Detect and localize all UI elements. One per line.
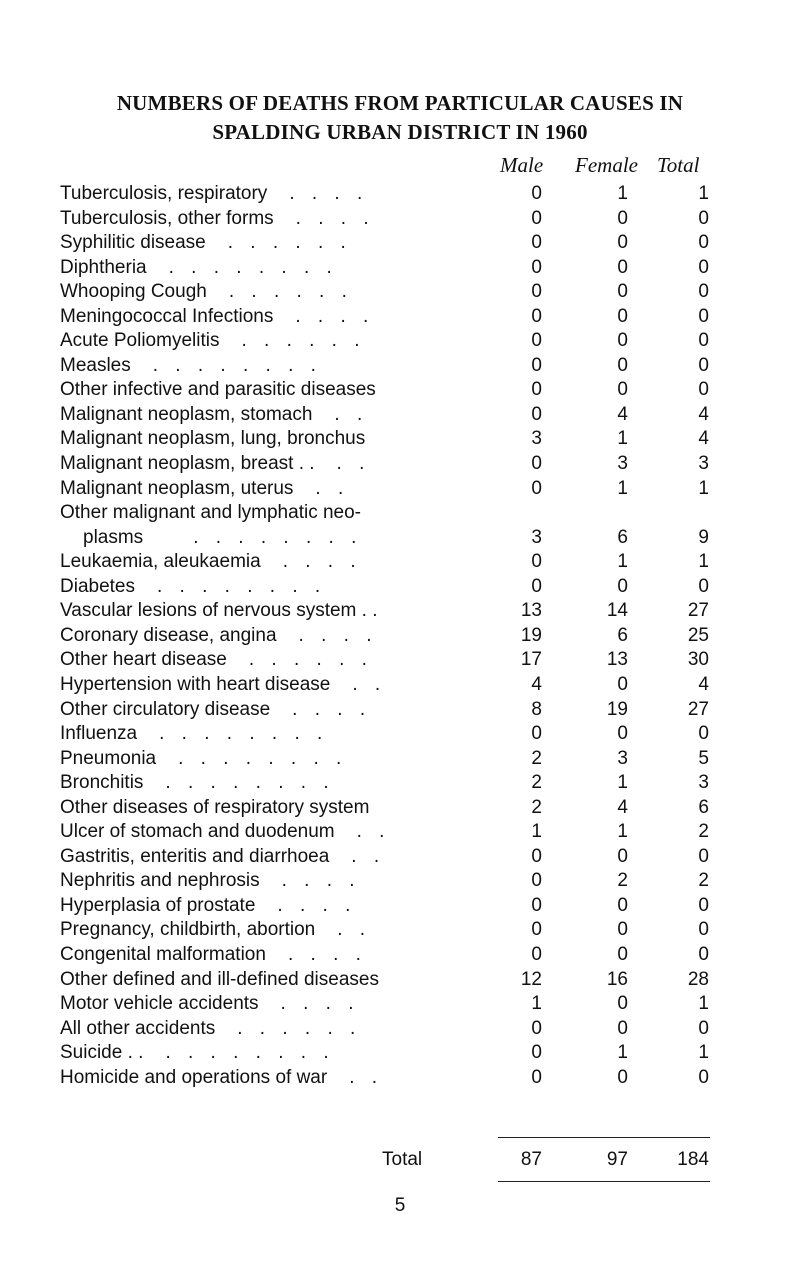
cause-label-text: Ulcer of stomach and duodenum [60,821,335,843]
cause-label-text: Gastritis, enteritis and diarrhoea [60,845,330,867]
cause-label-text: Measles [60,354,131,376]
cause-label [60,1017,480,1042]
count-total: 3 [698,772,709,794]
count-female: 0 [617,281,628,303]
table-row [0,256,800,281]
cause-label-text: Tuberculosis, respiratory [60,183,268,204]
cause-label [60,820,480,845]
leader-dots: . . . . [281,870,361,892]
cause-label-text: Other heart disease [60,649,227,671]
count-male: 0 [531,943,542,965]
leader-dots: . . . . [282,551,362,573]
column-header-female: Female [575,153,638,177]
cause-label-continuation-text: plasms [83,526,144,548]
count-female: 2 [617,870,628,892]
count-female: 19 [606,698,628,720]
count-female: 6 [617,526,628,548]
count-female: 4 [617,796,628,818]
table-row [0,648,800,673]
count-total: 0 [698,330,709,352]
cause-label-text: Malignant neoplasm, lung, bronchus [60,428,366,450]
count-female: 1 [617,428,628,450]
leader-dots: . . . . . . [228,281,353,303]
table-row [0,599,800,624]
table-row [0,796,800,821]
leader-dots: . . [356,821,391,843]
cause-label-text: Malignant neoplasm, breast . . [60,453,315,475]
count-total: 1 [698,993,709,1015]
count-total: 28 [687,968,709,990]
count-total: 0 [698,354,709,376]
table-row [0,501,800,550]
cause-label-text: Other circulatory disease [60,698,271,720]
count-male: 0 [531,330,542,352]
count-total: 0 [698,894,709,916]
leader-dots: . . [351,845,386,867]
count-male: 2 [531,747,542,769]
table-row [0,624,800,649]
cause-label-text: Motor vehicle accidents [60,993,259,1015]
table-row [0,354,800,379]
column-header-total: Total [657,153,700,177]
table-row [0,427,800,452]
count-male: 0 [531,723,542,745]
cause-label [60,477,480,502]
cause-label-text: Pneumonia [60,747,157,769]
cause-label-text: Coronary disease, angina [60,624,277,646]
cause-label-text: Diphtheria [60,256,147,278]
count-male: 0 [531,354,542,376]
totals-female: 97 [606,1149,628,1170]
table-row [0,477,800,502]
count-total: 0 [698,1017,709,1039]
count-male: 0 [531,919,542,941]
cause-label [60,698,480,723]
leader-dots: . . . . . . [227,232,352,254]
cause-label-text: Malignant neoplasm, uterus [60,477,294,499]
leader-dots: . . . . . . . . [165,772,335,794]
count-total: 0 [698,207,709,229]
leader-dots: . . . . . . . . [157,575,327,597]
leader-dots: . . . . . . . . [152,354,322,376]
cause-label [60,1066,480,1091]
leader-dots: . . . . [298,624,378,646]
table-row [0,992,800,1017]
count-female: 1 [617,477,628,499]
count-male: 17 [520,649,542,671]
count-male: 0 [531,894,542,916]
count-total: 1 [698,477,709,499]
cause-label [60,771,480,796]
leader-dots: . . . . . . . . [168,256,338,278]
cause-label [60,918,480,943]
count-total: 0 [698,256,709,278]
count-male: 0 [531,870,542,892]
table-row [0,943,800,968]
leader-dots: . . . . [287,943,367,965]
count-male: 0 [531,207,542,229]
cause-label-text: Suicide . . [60,1042,144,1064]
cause-label [60,722,480,747]
totals-top-rule [498,1137,710,1138]
count-female: 0 [617,894,628,916]
cause-label [60,648,480,673]
count-total: 1 [698,551,709,573]
cause-label-text: Homicide and operations of war [60,1066,328,1088]
count-male: 0 [531,1017,542,1039]
cause-label [60,575,480,600]
table-row [0,305,800,330]
cause-label [60,354,480,379]
table-row [0,820,800,845]
cause-label-text: Other defined and ill-defined diseases [60,968,379,990]
cause-label [60,624,480,649]
table-row [0,1066,800,1091]
leader-dots: . . . . . . . . [159,723,329,745]
cause-label-text: Other infective and parasitic diseases [60,379,376,401]
cause-label [60,280,480,305]
cause-label [60,403,480,428]
count-female: 1 [617,821,628,843]
count-male: 0 [531,575,542,597]
cause-label-text: Meningococcal Infections [60,305,274,327]
count-female: 0 [617,207,628,229]
count-male: 0 [531,453,542,475]
cause-label [60,550,480,575]
count-total: 5 [698,747,709,769]
count-total: 2 [698,821,709,843]
cause-label-text: Nephritis and nephrosis [60,870,260,892]
count-female: 0 [617,993,628,1015]
table-row [0,207,800,232]
table-row [0,550,800,575]
cause-label [60,501,480,550]
count-total: 4 [698,428,709,450]
count-male: 0 [531,183,542,204]
cause-label [60,305,480,330]
table-row [0,673,800,698]
cause-label [60,992,480,1017]
leader-dots: . . . . [277,894,357,916]
count-male: 0 [531,1066,542,1088]
page-number: 5 [394,1195,406,1216]
table-row [0,403,800,428]
cause-label-text: Other malignant and lymphatic neo- [60,502,361,524]
leader-dots: . . . . . . . . [178,747,348,769]
table-row [0,1017,800,1042]
cause-label [60,256,480,281]
leader-dots: . . . . [295,305,375,327]
count-total: 4 [698,673,709,695]
count-male: 0 [531,256,542,278]
cause-label-text: Vascular lesions of nervous system . . [60,600,378,622]
count-total: 0 [698,575,709,597]
cause-label [60,796,480,821]
count-female: 0 [617,354,628,376]
cause-label-text: Hypertension with heart disease [60,673,331,695]
cause-label-text: Congenital malformation [60,943,266,965]
count-male: 0 [531,1042,542,1064]
count-male: 0 [531,845,542,867]
count-female: 3 [617,747,628,769]
count-female: 0 [617,305,628,327]
cause-label [60,747,480,772]
count-male: 1 [531,993,542,1015]
table-row [0,918,800,943]
cause-label-text: Hyperplasia of prostate [60,894,256,916]
count-female: 13 [606,649,628,671]
table-row [0,968,800,993]
leader-dots: . . . . . . [248,649,373,671]
leader-dots: . . . . . . [241,330,366,352]
cause-label-text: Tuberculosis, other forms [60,207,274,229]
count-male: 0 [531,477,542,499]
cause-label [60,869,480,894]
cause-label-text: Syphilitic disease [60,232,206,254]
leader-dots: . . [315,477,350,499]
leader-dots: . . . . [289,183,369,204]
count-total: 0 [698,723,709,745]
table-row [0,747,800,772]
count-total: 27 [687,600,709,622]
count-male: 0 [531,232,542,254]
column-header-male: Male [500,153,544,177]
cause-label [60,943,480,968]
count-male: 1 [531,821,542,843]
count-female: 0 [617,673,628,695]
cause-label-text: Bronchitis [60,772,144,794]
count-male: 0 [531,305,542,327]
cause-label [60,329,480,354]
count-male: 13 [520,600,542,622]
count-female: 3 [617,453,628,475]
count-male: 0 [531,403,542,425]
count-total: 0 [698,943,709,965]
cause-label-text: Malignant neoplasm, stomach [60,403,313,425]
table-row [0,280,800,305]
table-row [0,1041,800,1066]
totals-label: Total [382,1149,423,1170]
count-female: 1 [617,551,628,573]
cause-label-text: Pregnancy, childbirth, abortion [60,919,316,941]
leader-dots: . . [336,453,371,475]
count-total: 1 [698,1042,709,1064]
count-male: 19 [520,624,542,646]
count-female: 0 [617,330,628,352]
leader-dots: . . . . . . . . [165,1042,335,1064]
table-row [0,575,800,600]
count-male: 0 [531,379,542,401]
cause-label [60,207,480,232]
table-row [0,378,800,403]
count-female: 0 [617,575,628,597]
leader-dots: . . . . [292,698,372,720]
cause-label [60,452,480,477]
count-total: 27 [687,698,709,720]
cause-label-text: Influenza [60,723,138,745]
count-female: 1 [617,183,628,204]
cause-label [60,894,480,919]
leader-dots: . . [349,1066,384,1088]
count-female: 0 [617,1017,628,1039]
count-total: 1 [698,183,709,204]
count-female: 0 [617,256,628,278]
table-row [0,182,800,207]
cause-label [60,845,480,870]
count-female: 1 [617,1042,628,1064]
title-line-2: SPALDING URBAN DISTRICT IN 1960 [212,120,588,144]
count-total: 0 [698,281,709,303]
count-female: 0 [617,919,628,941]
count-female: 0 [617,379,628,401]
cause-label [60,378,480,403]
count-total: 30 [687,649,709,671]
count-female: 16 [606,968,628,990]
count-female: 0 [617,1066,628,1088]
cause-label [60,1041,480,1066]
cause-label-text: Diabetes [60,575,135,597]
leader-dots: . . [334,403,369,425]
count-female: 0 [617,232,628,254]
count-male: 0 [531,281,542,303]
count-total: 0 [698,845,709,867]
count-male: 12 [520,968,542,990]
count-total: 0 [698,305,709,327]
leader-dots: . . . . . . [237,1017,362,1039]
leader-dots: . . . . . . . . [193,526,363,548]
cause-label [60,427,480,452]
totals-row [0,1145,800,1175]
cause-label-continuation [60,526,480,551]
count-total: 25 [687,624,709,646]
leader-dots: . . [337,919,372,941]
count-female: 1 [617,772,628,794]
table-row [0,698,800,723]
leader-dots: . . . . [295,207,375,229]
count-female: 6 [617,624,628,646]
title-line-1: NUMBERS OF DEATHS FROM PARTICULAR CAUSES IN [116,91,684,115]
cause-label [60,673,480,698]
count-total: 3 [698,453,709,475]
cause-table [0,182,800,1090]
count-total: 6 [698,796,709,818]
count-male: 2 [531,796,542,818]
cause-label-text: Whooping Cough [60,281,207,303]
count-male: 3 [531,428,542,450]
count-male: 2 [531,772,542,794]
count-male: 8 [531,698,542,720]
count-total: 0 [698,379,709,401]
count-male: 4 [531,673,542,695]
cause-label-text: Acute Poliomyelitis [60,330,220,352]
count-female: 4 [617,403,628,425]
leader-dots: . . [352,673,387,695]
count-total: 2 [698,870,709,892]
count-total: 4 [698,403,709,425]
count-male: 0 [531,551,542,573]
cause-label [60,968,480,993]
cause-label [60,599,480,624]
count-total: 0 [698,919,709,941]
table-row [0,771,800,796]
totals-male: 87 [520,1149,542,1170]
table-row [0,231,800,256]
cause-label-text: Leukaemia, aleukaemia [60,551,261,573]
totals-total: 184 [677,1149,709,1170]
count-total: 0 [698,1066,709,1088]
count-female: 0 [617,943,628,965]
count-total: 9 [698,526,709,548]
cause-label-text: Other diseases of respiratory system [60,796,370,818]
count-female: 0 [617,845,628,867]
count-total: 0 [698,232,709,254]
cause-label-text: All other accidents [60,1017,216,1039]
table-row [0,845,800,870]
table-row [0,894,800,919]
count-female: 14 [606,600,628,622]
count-male: 3 [531,526,542,548]
table-row [0,722,800,747]
leader-dots: . . . . [280,993,360,1015]
count-female: 0 [617,723,628,745]
table-row [0,329,800,354]
table-row [0,452,800,477]
cause-label [60,182,480,207]
table-row [0,869,800,894]
cause-label [60,231,480,256]
totals-bottom-rule [498,1181,710,1182]
